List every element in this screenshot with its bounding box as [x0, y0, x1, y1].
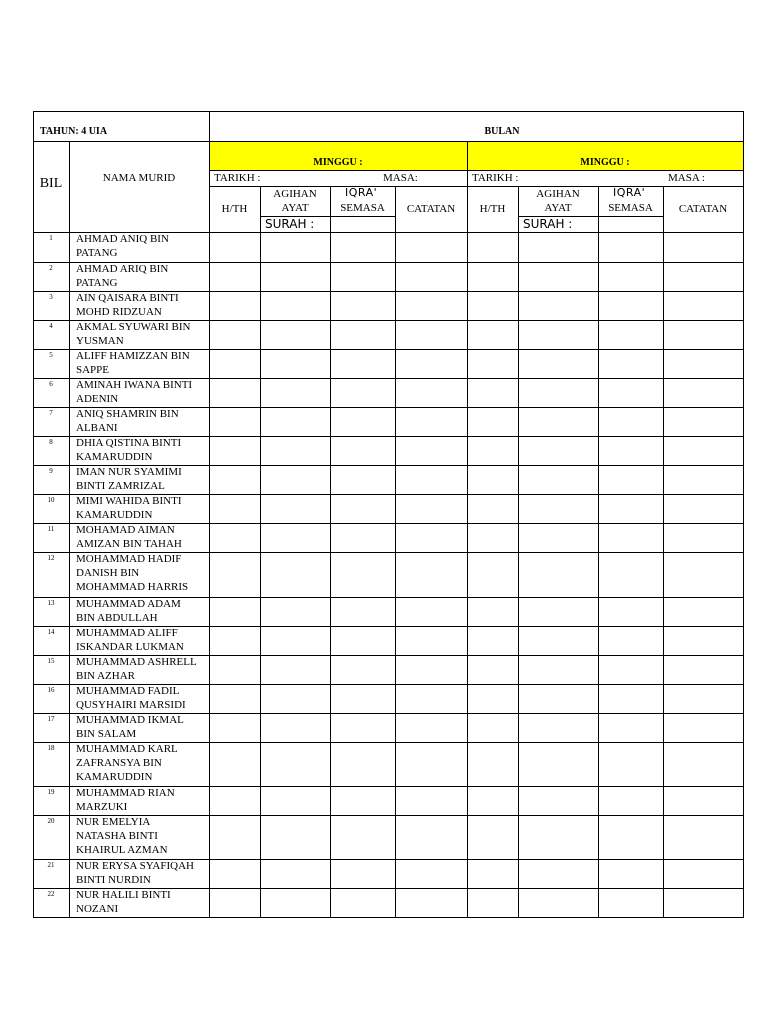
student-name-line: KAMARUDDIN	[76, 771, 153, 783]
column-divider-week	[467, 141, 468, 918]
student-name-line: AMINAH IWANA BINTI	[76, 379, 193, 391]
student-name-line: YUSMAN	[76, 335, 124, 347]
week2-catatan-header: CATATAN	[678, 203, 728, 215]
student-name-line: PATANG	[76, 277, 118, 289]
week2-surah-label: SURAH :	[523, 217, 573, 231]
row-number: 18	[47, 744, 55, 752]
week1-ayat-header: AYAT	[281, 202, 309, 214]
row-number: 1	[49, 234, 53, 242]
minggu-highlight	[209, 141, 743, 170]
week1-agihan-header: AGIHAN	[273, 188, 317, 200]
row-number: 13	[47, 599, 55, 607]
student-name-line: MUHAMMAD ADAM	[76, 598, 181, 610]
student-name-line: NUR ERYSA SYAFIQAH	[76, 860, 194, 872]
row-number: 5	[49, 351, 53, 359]
week1-minggu-label: MINGGU :	[313, 157, 363, 168]
row-number: 12	[47, 554, 55, 562]
tahun-label: TAHUN: 4 UIA	[40, 126, 108, 137]
student-name-line: BIN SALAM	[76, 728, 137, 740]
student-name-line: MUHAMMAD RIAN	[76, 787, 175, 799]
student-name-line: NUR HALILI BINTI	[76, 889, 171, 901]
student-name-line: AHMAD ANIQ BIN	[76, 233, 169, 245]
row-number: 3	[49, 293, 53, 301]
student-name-line: MUHAMMAD KARL	[76, 743, 178, 755]
student-name-line: ALBANI	[76, 422, 118, 434]
week1-hth-header: H/TH	[221, 203, 248, 215]
student-name-line: MUHAMMAD ALIFF	[76, 627, 178, 639]
column-divider-week1	[330, 186, 331, 918]
row-number: 22	[47, 890, 55, 898]
student-name-line: AMIZAN BIN TAHAH	[76, 538, 182, 550]
row-number: 20	[47, 817, 55, 825]
column-divider-week1	[260, 186, 261, 918]
student-name-line: ISKANDAR LUKMAN	[76, 641, 184, 653]
student-name-line: DHIA QISTINA BINTI	[76, 437, 182, 449]
row-number: 17	[47, 715, 55, 723]
student-name-line: SAPPE	[76, 364, 110, 376]
column-divider-week2	[598, 186, 599, 918]
week1-semasa-header: SEMASA	[340, 202, 385, 214]
row-number: 6	[49, 380, 53, 388]
row-number: 21	[47, 861, 55, 869]
student-name-line: KAMARUDDIN	[76, 509, 153, 521]
table-left-border	[33, 111, 34, 918]
student-name-line: ANIQ SHAMRIN BIN	[76, 408, 179, 420]
row-number: 15	[47, 657, 55, 665]
row-number: 2	[49, 264, 53, 272]
student-name-line: PATANG	[76, 247, 118, 259]
student-name-line: KHAIRUL AZMAN	[76, 844, 168, 856]
table-top-border	[33, 111, 744, 112]
row-number: 10	[47, 496, 55, 504]
bil-header: BIL	[39, 176, 63, 191]
week1-tarikh-label: TARIKH :	[214, 172, 261, 184]
week1-masa-label: MASA:	[383, 172, 418, 184]
student-name-line: BIN ABDULLAH	[76, 612, 158, 624]
student-name-line: ADENIN	[76, 393, 119, 405]
week2-masa-label: MASA :	[668, 172, 705, 184]
student-name-line: BIN AZHAR	[76, 670, 135, 682]
nama-murid-header: NAMA MURID	[102, 172, 176, 184]
row-number: 9	[49, 467, 53, 475]
student-name-line: MUHAMMAD FADIL	[76, 685, 180, 697]
row-number: 7	[49, 409, 53, 417]
student-name-line: AHMAD ARIQ BIN	[76, 263, 169, 275]
week1-iqra-header: IQRA'	[345, 186, 378, 199]
student-name-line: ALIFF HAMIZZAN BIN	[76, 350, 190, 362]
row-number: 4	[49, 322, 53, 330]
column-divider-name	[209, 111, 210, 918]
row-number: 19	[47, 788, 55, 796]
week2-ayat-header: AYAT	[544, 202, 572, 214]
column-divider-week2	[663, 186, 664, 918]
student-name-line: MUHAMMAD ASHRELL	[76, 656, 197, 668]
student-name-line: IMAN NUR SYAMIMI	[76, 466, 182, 478]
row-number: 11	[47, 525, 55, 533]
student-name-line: AKMAL SYUWARI BIN	[76, 321, 191, 333]
student-name-line: NOZANI	[76, 903, 119, 915]
table-bottom-border	[33, 917, 744, 918]
header-divider-minggu	[209, 170, 744, 171]
week2-agihan-header: AGIHAN	[536, 188, 580, 200]
row-number: 8	[49, 438, 53, 446]
row-number: 16	[47, 686, 55, 694]
student-name-line: MARZUKI	[76, 801, 128, 813]
week2-tarikh-label: TARIKH :	[472, 172, 519, 184]
student-name-line: MOHAMMAD HARRIS	[76, 581, 189, 593]
student-name-line: KAMARUDDIN	[76, 451, 153, 463]
week2-hth-header: H/TH	[479, 203, 506, 215]
week1-surah-label: SURAH :	[265, 217, 315, 231]
student-name-line: QUSYHAIRI MARSIDI	[76, 699, 186, 711]
column-divider-bil	[69, 141, 70, 918]
student-name-line: MOHD RIDZUAN	[76, 306, 162, 318]
week2-iqra-header: IQRA'	[613, 186, 646, 199]
column-divider-week1	[395, 186, 396, 918]
student-name-line: BINTI NURDIN	[76, 874, 151, 886]
student-name-line: MUHAMMAD IKMAL	[76, 714, 184, 726]
student-name-line: MOHAMAD AIMAN	[76, 524, 175, 536]
student-name-line: MIMI WAHIDA BINTI	[76, 495, 182, 507]
student-name-line: AIN QAISARA BINTI	[76, 292, 179, 304]
student-name-line: NUR EMELYIA	[76, 816, 151, 828]
student-name-line: ZAFRANSYA BIN	[76, 757, 162, 769]
week1-catatan-header: CATATAN	[406, 203, 456, 215]
header-divider-tahun	[33, 141, 744, 142]
bulan-label: BULAN	[484, 126, 520, 137]
row-number: 14	[47, 628, 55, 636]
student-name-line: NATASHA BINTI	[76, 830, 158, 842]
week2-semasa-header: SEMASA	[608, 202, 653, 214]
student-name-line: DANISH BIN	[76, 567, 140, 579]
student-name-line: MOHAMMAD HADIF	[76, 553, 182, 565]
table-right-border	[743, 111, 744, 918]
column-divider-week2	[518, 186, 519, 918]
week2-minggu-label: MINGGU :	[580, 157, 630, 168]
student-name-line: BINTI ZAMRIZAL	[76, 480, 165, 492]
